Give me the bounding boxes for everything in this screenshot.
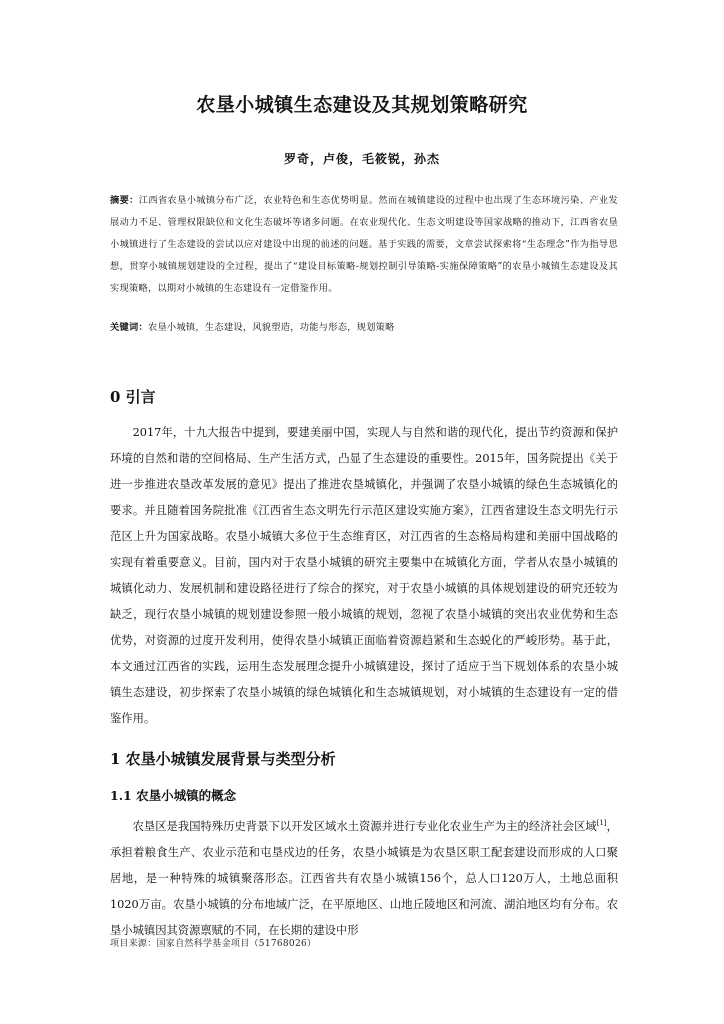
section-heading-1: 1 农垦小城镇发展背景与类型分析 (110, 750, 336, 768)
paragraph-text-b: ，承担着粮食生产、农业示范和屯垦戍边的任务，农垦小城镇是为农垦区职工配套建设而形成的人口聚居地，是一种特殊的城镇聚落形态。江西省共有农垦小城镇156个，总人口120万人，土地总面积1020万亩。农垦小城镇的分布地域广泛，在平原地区、山地丘陵地区和河流、湖泊地区均有分布。农垦小城镇因其资源禀赋的不同，在长期的建设中形 (110, 819, 618, 937)
author-list: 罗奇，卢俊，毛筱锐，孙杰 (283, 152, 440, 166)
keywords-text: 农垦小城镇，生态建设，风貌塑造，功能与形态，规划策略 (147, 322, 395, 333)
abstract-label: 摘要： (110, 195, 139, 206)
section-heading-intro: 0 引言 (110, 388, 156, 406)
footnote: 项目来源：国家自然科学基金项目（51768026） (110, 939, 317, 949)
paper-title: 农垦小城镇生态建设及其规划策略研究 (196, 94, 528, 116)
citation-1[interactable]: [1] (596, 819, 607, 827)
abstract-text: 江西省农垦小城镇分布广泛，农业特色和生态优势明显。然而在城镇建设的过程中也出现了生态环境污染、产业发展动力不足、管理权限缺位和文化生态破坏等诸多问题。在农业现代化、生态文明建设等国家战略的推动下，江西省农垦小城镇进行了生态建设的尝试以应对建设中出现的前述的问题。基于实践的需要，文章尝试探索将“生态理念”作为指导思想，贯穿小城镇规划建设的全过程，提出了“建设目标策略-规划控制引导策略-实施保障策略”的农垦小城镇生态建设及其实现策略，以期对小城镇的生态建设有一定借鉴作用。 (110, 195, 618, 294)
intro-paragraph: 2017年，十九大报告中提到，要建美丽中国，实现人与自然和谐的现代化，提出节约资源和保护环境的自然和谐的空间格局、生产生活方式，凸显了生态建设的重要性。2015年，国务院提出《关于进一步推进农垦改革发展的意见》提出了推进农垦城镇化，并强调了农垦小城镇的绿色生态城镇化的要求。并且随着国务院批准《江西省生态文明先行示范区建设实施方案》，江西省建设生态文明先行示范区上升为国家战略。农垦小城镇大多位于生态维育区，对江西省的生态格局构建和美丽中国战略的实现有着重要意义。目前，国内对于农垦小城镇的研究主要集中在城镇化方面，学者从农垦小城镇的城镇化动力、发展机制和建设路径进行了综合的探究，对于农垦小城镇的具体规划建设的研究还较为缺乏，现行农垦小城镇的规划建设参照一般小城镇的规划，忽视了农垦小城镇的突出农业优势和生态优势，对资源的过度开发利用，使得农垦小城镇正面临着资源趋紧和生态蜕化的严峻形势。基于此，本文通过江西省的实践，运用生态发展理念提升小城镇建设，探讨了适应于当下规划体系的农垦小城镇生态建设，初步探索了农垦小城镇的绿色城镇化和生态城镇规划，对小城镇的生态建设有一定的借鉴作用。 (110, 426, 618, 725)
keywords-label: 关键词： (110, 322, 148, 333)
subsection-1-1-paragraph (110, 810, 618, 944)
subsection-heading-1-1: 1.1 农垦小城镇的概念 (110, 788, 237, 803)
abstract (110, 190, 618, 300)
paragraph-text-a: 农垦区是我国特殊历史背景下以开发区域水土资源并进行专业化农业生产为主的经济社会区域 (132, 819, 597, 833)
keywords (110, 320, 618, 336)
